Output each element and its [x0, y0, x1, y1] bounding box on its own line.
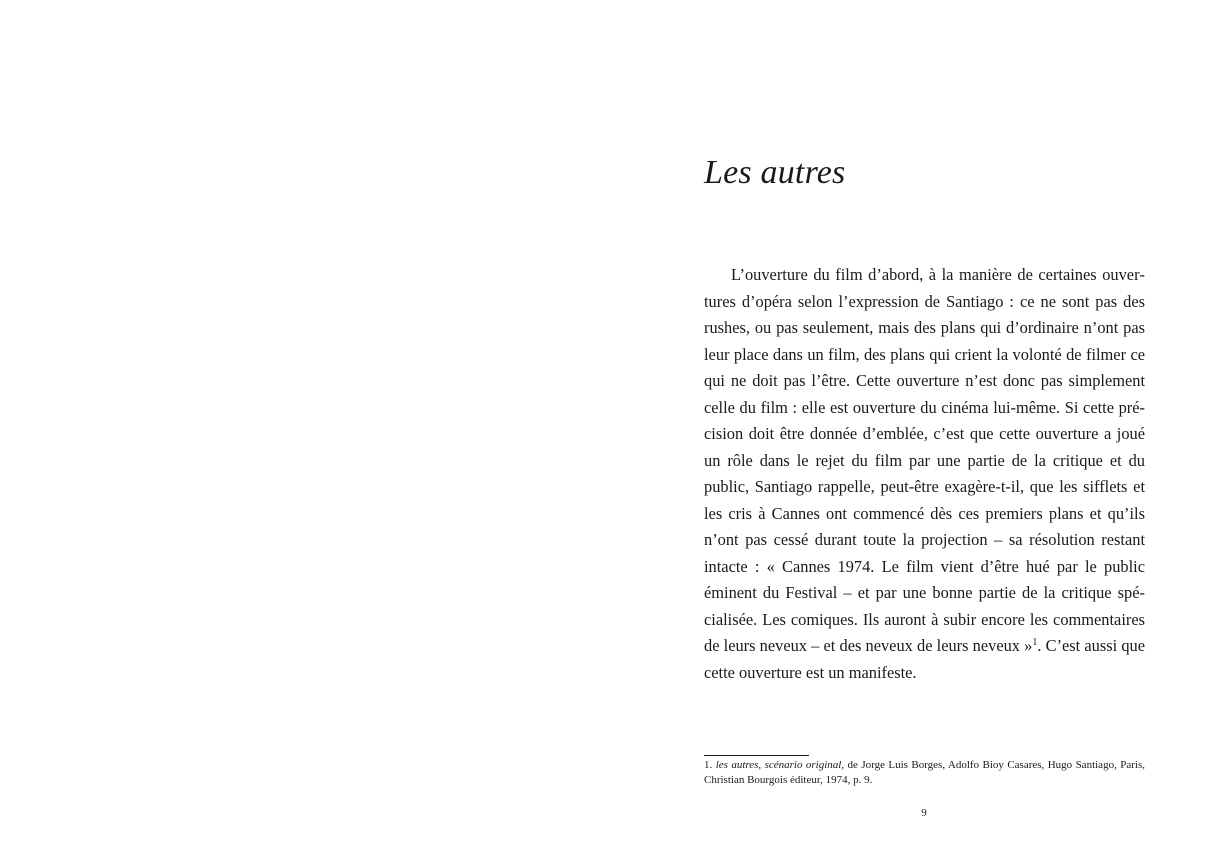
body-text-main: L’ouverture du film d’abord, à la manière de certaines ouvertures d’opéra selon l’expression de Santiago : ce ne sont pas des rushes, ou pas seulement, mais des plans qui d’ordinaire n’ont pas leur place dans un film, des plans qui crient la volonté de filmer ce qui ne doit pas l’être. Cette ouverture n’est donc pas simplement celle du film : elle est ouverture du cinéma lui-même. Si cette précision doit être donnée d’emblée, c’est que cette ouverture a joué un rôle dans le rejet du film par une partie de la critique et du public, Santiago rappelle, peut-être exagère-t-il, que les sifflets et les cris à Cannes ont commencé dès ces premiers plans et qu’ils n’ont pas cessé durant toute la projection – sa résolution restant intacte : « Cannes 1974. Le film vient d’être hué par le public éminent du Festival – et par une bonne partie de la critique spécialisée. Les comiques. Ils auront à subir encore les commentaires de leurs neveux – et des neveux de leurs neveux » — [704, 265, 1145, 655]
footnote-title: les autres, scénario original, — [715, 759, 845, 771]
chapter-title: Les autres — [704, 154, 846, 191]
footnote-separator — [704, 755, 809, 756]
body-paragraph — [704, 262, 1145, 686]
right-page — [616, 0, 1232, 866]
footnote-reference[interactable]: 1 — [1032, 637, 1038, 648]
footnote-number: 1. — [704, 759, 713, 771]
page-number: 9 — [921, 807, 927, 819]
footnote-citation: de Jorge Luis Borges, Adolfo Bioy Casares, Hugo Santiago, Paris, Christian Bourgois éditeur, 1974, p. 9. — [704, 759, 1145, 786]
body-text-end: . C’est aussi que cette ouverture est un manifeste. — [704, 636, 1146, 682]
footnote — [704, 758, 1145, 787]
